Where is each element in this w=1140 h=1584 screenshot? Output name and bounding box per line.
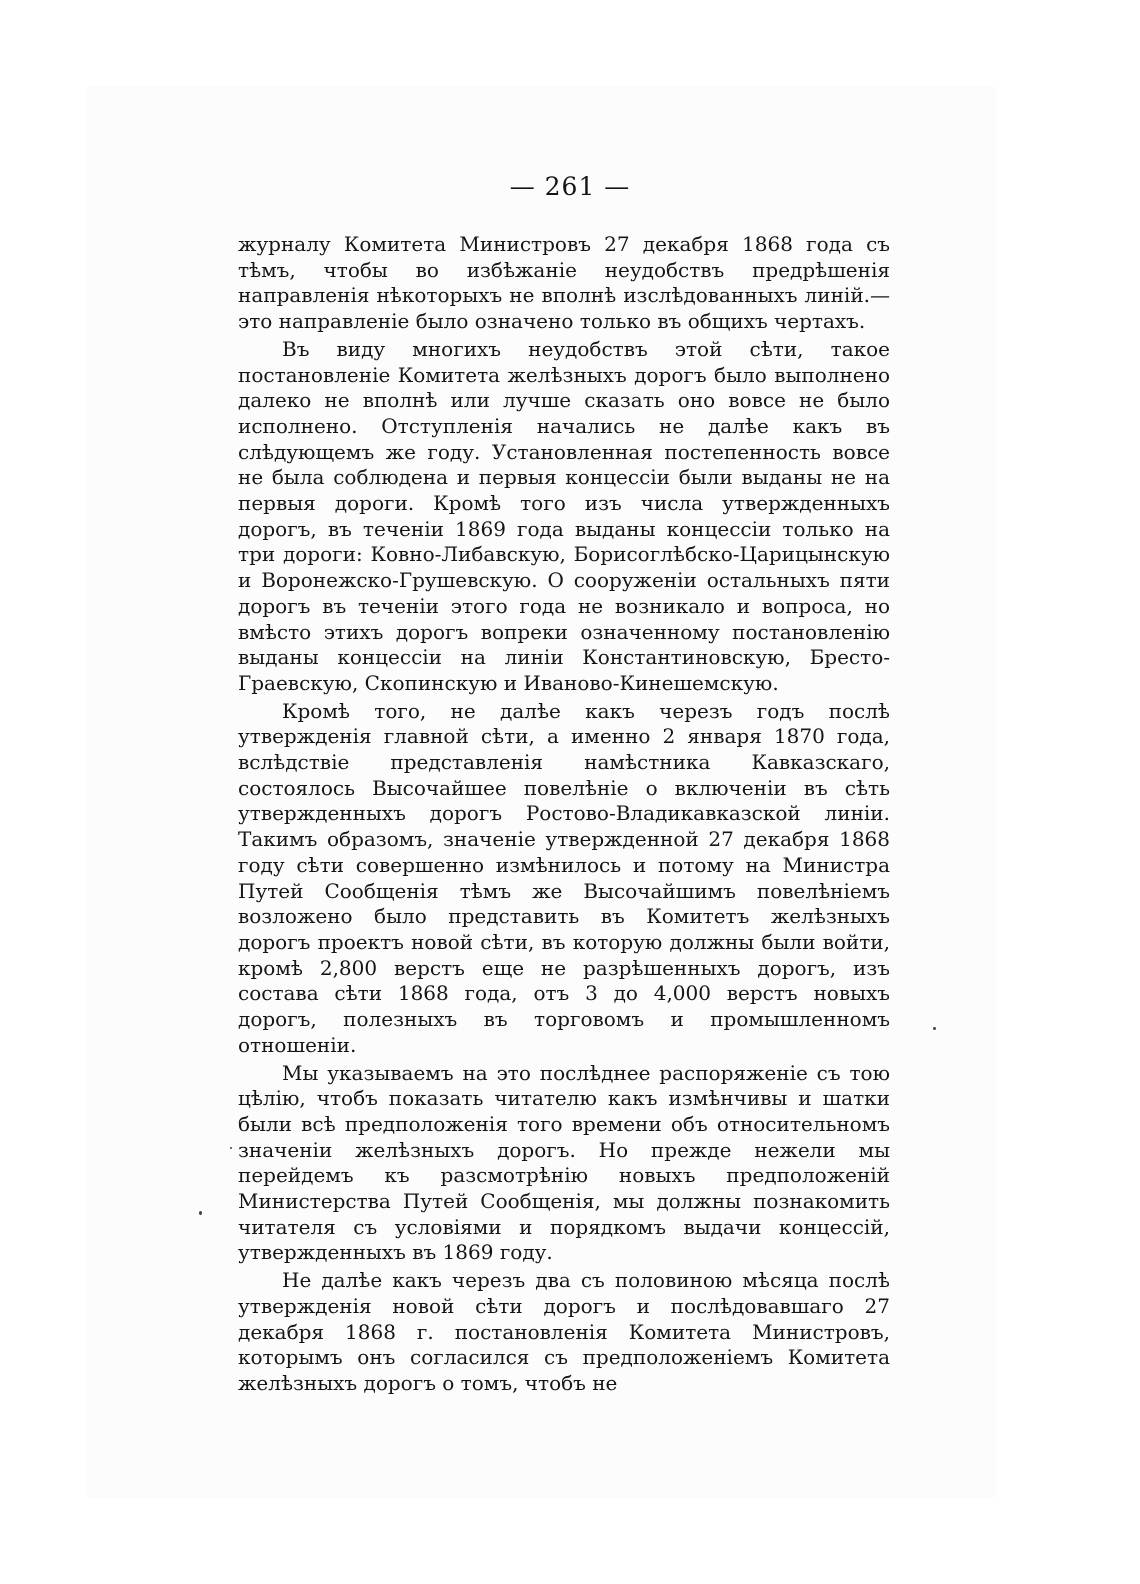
paragraph-5: Не далѣе какъ черезъ два съ половиною мѣсяца послѣ утвержденія новой сѣти дорогъ и послѣдовавшаго 27 декабря 1868 г. постановленія Комитета Министровъ, которымъ онъ согласился съ предположеніемъ Комитета желѣзныхъ дорогъ о томъ, чтобъ не — [238, 1268, 890, 1395]
scan-speck — [230, 1147, 232, 1149]
paragraph-4: Мы указываемъ на это послѣднее распоряженіе съ тою цѣлію, чтобъ показать читателю какъ измѣнчивы и шатки были всѣ предположенія того времени объ относительномъ значеніи желѣзныхъ дорогъ. Но прежде нежели мы перейдемъ къ разсмотрѣнію новыхъ предположеній Министерства Путей Сообщенія, мы должны познакомить читателя съ условіями и порядкомъ выдачи концессій, утвержденныхъ въ 1869 году. — [238, 1060, 890, 1265]
scan-speck — [199, 1211, 202, 1215]
paragraph-1: журналу Комитета Министровъ 27 декабря 1868 года съ тѣмъ, чтобы во избѣжаніе неудобствъ предрѣшенія направленія нѣкоторыхъ не вполнѣ изслѣдованныхъ линій.— это направленіе было означено только въ общихъ чертахъ. — [238, 232, 890, 334]
page-number: — 261 — — [509, 172, 631, 201]
paragraph-3: Кромѣ того, не далѣе какъ черезъ годъ послѣ утвержденія главной сѣти, а именно 2 января 1870 года, вслѣдствіе представленія намѣстника Кавказскаго, состоялось Высочайшее повелѣніе о включеніи въ сѣть утвержденныхъ дорогъ Ростово-Владикавказской линіи. Такимъ образомъ, значеніе утвержденной 27 декабря 1868 году сѣти совершенно измѣнилось и потому на Министра Путей Сообщенія тѣмъ же Высочайшимъ повелѣніемъ возложено было представить въ Комитетъ желѣзныхъ дорогъ проектъ новой сѣти, въ которую должны были войти, кромѣ 2,800 верстъ еще не разрѣшенныхъ дорогъ, изъ состава сѣти 1868 года, отъ 3 до 4,000 верстъ новыхъ дорогъ, полезныхъ въ торговомъ и промышленномъ отношеніи. — [238, 698, 890, 1057]
scan-speck — [933, 1027, 936, 1030]
paragraph-2: Въ виду многихъ неудобствъ этой сѣти, такое постановленіе Комитета желѣзныхъ дорогъ было выполнено далеко не вполнѣ или лучше сказать оно вовсе не было исполнено. Отступленія начались не далѣе какъ въ слѣдующемъ же году. Установленная постепенность вовсе не была соблюдена и первыя концессіи были выданы не на первыя дороги. Кромѣ того изъ числа утвержденныхъ дорогъ, въ теченіи 1869 года выданы концессіи только на три дороги: Ковно-Либавскую, Борисоглѣбско-Царицынскую и Воронежско-Грушевскую. О сооруженіи остальныхъ пяти дорогъ въ теченіи этого года не возникало и вопроса, но вмѣсто этихъ дорогъ вопреки означенному постановленію выданы концессіи на линіи Константиновскую, Бресто-Граевскую, Скопинскую и Иваново-Кинешемскую. — [238, 336, 890, 695]
body-text — [238, 232, 890, 1397]
